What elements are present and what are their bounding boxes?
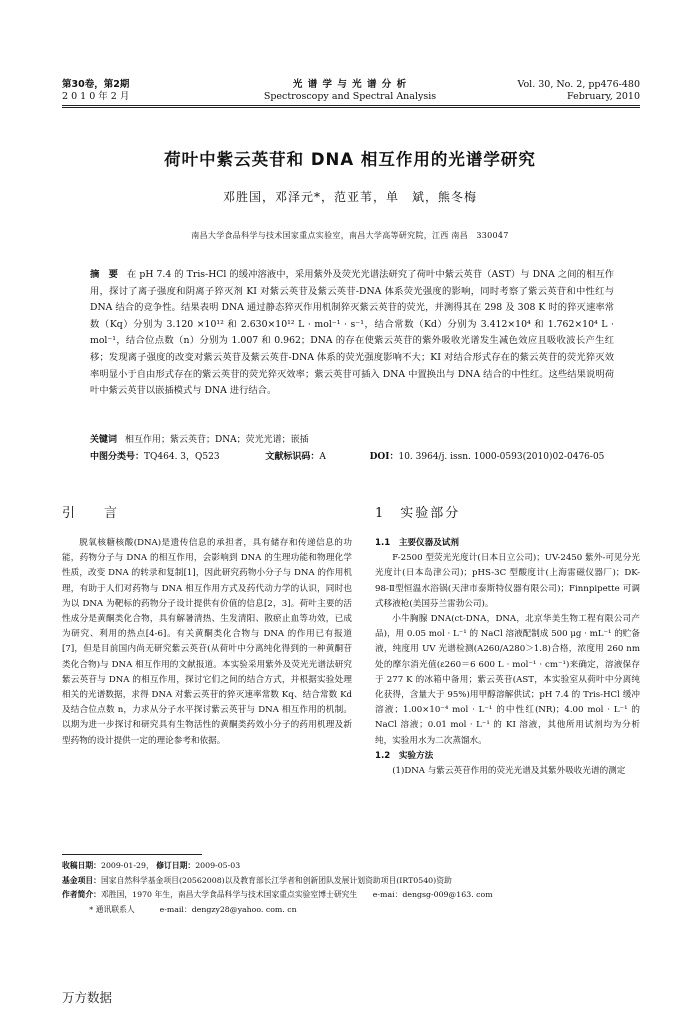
doi: 10. 3964/j. issn. 1000-0593(2010)02-0476-05 [398,452,605,462]
method-step-1: (1)DNA 与紫云英苷作用的荧光光谱及其紫外吸收光谱的测定 [392,766,626,777]
footnote-fund: 基金项目：国家自然科学基金项目(20562008)以及教育部长江学者和创新团队发展计划资助项目(IRT0540)资助 [62,875,452,885]
abstract-text: 在 pH 7.4 的 Tris-HCl 的缓冲溶液中，采用紫外及荧光光谱法研究了荷叶中紫云英苷（AST）与 DNA 之间的相互作用，探讨了离子强度和阴离子猝灭剂 KI 对紫云英苷及紫云英苷-DNA 体系荧光强度的影响，同时考察了紫云英苷和中性红与 DNA 结合的竞争性。结果表明 DNA 通过静态猝灭作用机制猝灭紫云英苷的荧光，并测得其在 298 及 308 K 时的猝灭速率常数（Kq）分别为 3.120 ×10¹² 和 2.630×10¹² L · mol⁻¹ · s⁻¹，结合常数（Kd）分别为 3.412×10⁴ 和 1.762×10⁴ L · mol⁻¹，结合位点数（n）分别为 1.007 和 0.962；DNA 的存在使紫云英苷的紫外吸收光谱发生减色效应且吸收波长产生红移；发现离子强度的改变对紫云英苷及紫云英苷-DNA 体系的荧光强度影响不大；KI 对结合形式存在的紫云英苷的荧光猝灭效率明显小于自由形式存在的紫云英苷的荧光猝灭效率；紫云英苷可插入 DNA 中置换出与 DNA 结合的中性红。这些结果说明荷叶中紫云英苷以嵌插模式与 DNA 进行结合。 [90,269,614,397]
paper-affiliation: 南昌大学食品科学与技术国家重点实验室，南昌大学高等研究院，江西 南昌 330047 [191,231,509,240]
journal-volume-cn: 第30卷，第2期 2 0 1 0 年 2 月 [62,79,130,102]
keywords-label: 关键词 [90,435,118,445]
header-rule [62,105,640,106]
footnote-rule [62,854,202,855]
classification-line: 中图分类号：TQ464. 3，Q523 文献标识码：A DOI：10. 3964/j. issn. 1000-0593(2010)02-0476-05 [90,452,605,462]
intro-paragraph: 脱氧核糖核酸(DNA)是遗传信息的承担者，具有储存和传递信息的功能，药物分子与 DNA 的相互作用，会影响到 DNA 的生理功能和物理化学性质，改变 DNA 的转录和复制[1]，因此研究药物小分子与 DNA 的作用机理，有助于人们对药物与 DNA 相互作用方式及药代动力学的认识，同时也为以 DNA 为靶标的药物分子设计提供有价值的信息[2，3]。荷叶主要的活性成分是黄酮类化合物，具有解暑清热、生发清阳、散瘀止血等功效，已成为研究、利用的热点[4-6]。有关黄酮类化合物与 DNA 的作用已有报道[7]，但是目前国内尚无研究紫云英苷(从荷叶中分离纯化得到的一种黄酮苷类化合物)与 DNA 相互作用的文献报道。本实验采用紫外及荧光光谱法研究紫云英苷与 DNA 的相互作用，探讨它们之间的结合方式，并根据实验处理相关的光谱数据，求得 DNA 对紫云英苷的猝灭速率常数 Kq、结合常数 Kd 及结合位点数 n，力求从分子水平探讨紫云英苷与 DNA 相互作用的机制。以期为进一步探讨和研究具有生物活性的黄酮类药效小分子的药用机理及新型药物的设计提供一定的理论参考和依据。 [62,538,352,746]
journal-name-en: Spectroscopy and Spectral Analysis [263,91,437,102]
section-heading-intro: 引 言 [62,506,126,521]
keywords-text: 相互作用；紫云英苷；DNA；荧光光谱；嵌插 [125,435,309,445]
section-heading-experimental: 1 实验部分 [375,506,461,521]
keywords [90,433,614,447]
paper-authors: 邓胜国，邓泽元*，范亚苇，单 斌，熊冬梅 [222,190,477,204]
subsection-heading-1-1: 1.1 主要仪器及试剂 [375,538,459,548]
footnote-author-bio: 作者简介：邓胜国，1970 年生，南昌大学食品科学与技术国家重点实验室博士研究生 e-mai：dengsg-009@163. com [62,890,493,899]
header-rule-thin [62,107,640,108]
abstract-label: 摘 要 [90,269,122,280]
paper-title: 荷叶中紫云英苷和 DNA 相互作用的光谱学研究 [164,150,536,169]
journal-volume-en: Vol. 30, No. 2, pp476-480 February, 2010 [517,79,640,102]
journal-name-cn: 光 谱 学 与 光 谱 分 析 [292,79,408,90]
watermark: 万方数据 [62,990,113,1005]
reagents-paragraph: 小牛胸腺 DNA(ct-DNA，DNA，北京华美生物工程有限公司产品)，用 0.05 mol · L⁻¹ 的 NaCl 溶液配制成 500 μg · mL⁻¹ 的贮备液，纯度用 UV 光谱检测(A260/A280＞1.8)合格，浓度用 260 nm 处的摩尔消光值(ε260＝6 600 L · mol⁻¹ · cm⁻¹)来确定，溶液保存于 277 K 的冰箱中备用；紫云英苷(AST，本实验室从荷叶中分离纯化获得，含量大于 95%)用甲醇溶解供试；pH 7.4 的 Tris-HCl 缓冲溶液；1.00×10⁻⁴ mol · L⁻¹ 的中性红(NR)；4.00 mol · L⁻¹ 的 NaCl 溶液；0.01 mol · L⁻¹ 的 KI 溶液，其他所用试剂均为分析纯，实验用水为二次蒸馏水。 [375,614,640,746]
subsection-heading-1-2: 1.2 实验方法 [375,750,434,761]
intro-column [62,536,352,749]
footnote-corresponding: * 通讯联系人 e-mail：dengzy28@yahoo. com. cn [89,904,297,914]
footnote-dates: 收稿日期：2009-01-29， 修订日期：2009-05-03 [62,861,241,870]
footnotes [62,859,640,917]
instruments-paragraph: F-2500 型荧光光度计(日本日立公司)；UV-2450 紫外-可见分光光度计(日本岛津公司)；pHS-3C 型酸度计(上海雷磁仪器厂)；DK-98-Ⅱ型恒温水浴锅(天津市泰斯特仪器有限公司)；Finnpipette 可调式移液枪(美国芬兰雷勃公司)。 [375,553,640,609]
experimental-column [375,536,640,779]
abstract [90,267,614,400]
